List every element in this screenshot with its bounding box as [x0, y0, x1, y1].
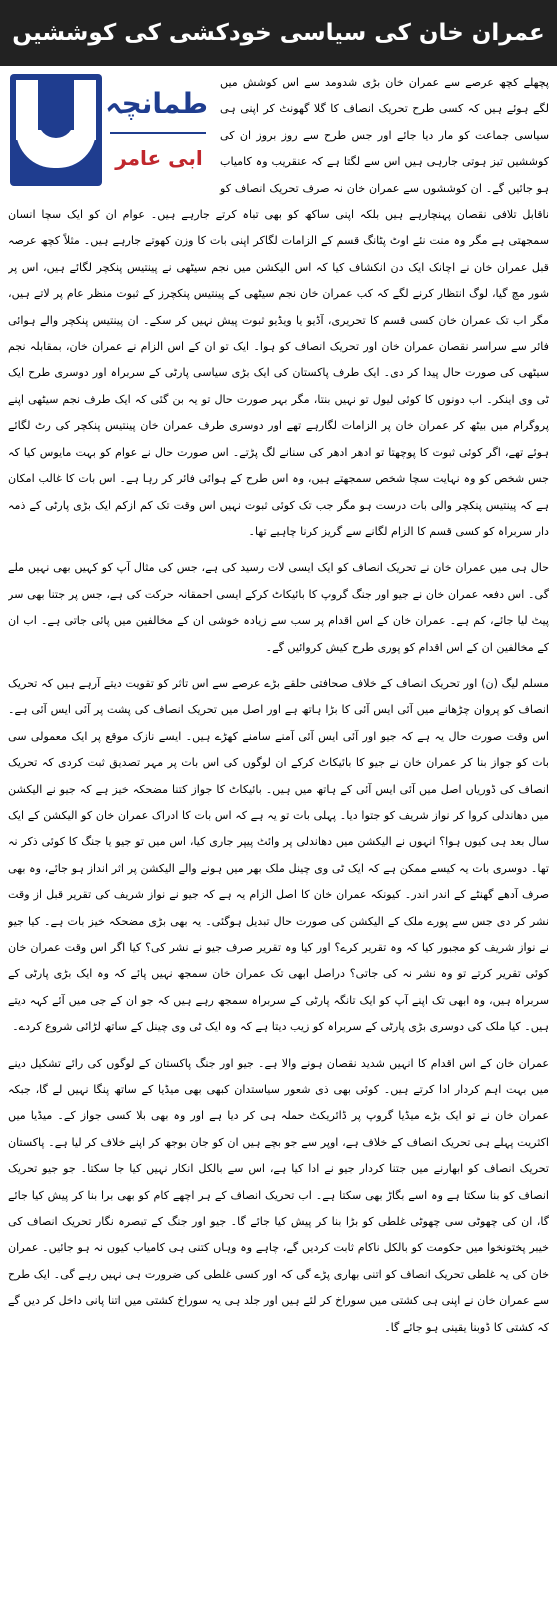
article-paragraph-3: مسلم لیگ (ن) اور تحریک انصاف کے خلاف صحافتی حلقے بڑے عرصے سے اس تاثر کو تقویت دیتے آرہے ہیں کہ تحریک انصاف کو پروان چڑھانے میں آئی ایس آئی کا بڑا ہاتھ ہے اور اصل میں تحریک انصاف کی پشت پر آئی ایس آئی ہے۔ اس وقت صورت حال یہ ہے کہ جیو اور آئی ایس آئی آمنے سامنے کھڑے ہیں۔ ایسے نازک موقع پر ایک معمولی سی بات کو جواز بنا کر عمران خان نے جیو کا بائیکاٹ کرکے ان لوگوں کی اس بات پر مہر تصدیق ثبت کردی کہ تحریک انصاف کی ڈوریاں اصل میں آئی ایس آئی کے ہاتھ میں ہیں۔ بائیکاٹ کا جواز کتنا مضحکہ خیز ہے کہ جیو نے الیکشن میں دھاندلی کروا کر نواز شریف کو جتوا دیا۔ پہلی بات تو یہ ہے کہ اس بات کا ادراک عمران خان کو الیکشن کے ایک سال بعد ہی کیوں ہوا؟ انہوں نے الیکشن میں دھاندلی پر وائٹ پیپر جاری کیا، اس میں تو جیو یا جنگ کا کوئی ذکر نہ تھا۔ دوسری بات یہ کیسے ممکن ہے کہ ایک ٹی وی چینل ملک بھر میں ہونے والے الیکشن پر اثر انداز ہو جائے، وہ بھی صرف آدھے گھنٹے کے اندر اندر۔ کیونکہ عمران خان کا اصل الزام یہ ہے کہ جیو نے نواز شریف کی تقریر قبل از وقت نشر کر دی جس سے پورے ملک کے الیکشن کی صورت حال تبدیل ہوگئی۔ یہ بھی بڑی مضحکہ خیز بات ہے۔ کیا جیو نے نواز شریف کو مجبور کیا کہ وہ تقریر کرے؟ اور کیا وہ تقریر صرف جیو نے نشر کی؟ کیا اگر اس وقت عمران خان کوئی تقریر کرتے تو وہ نشر نہ کی جاتی؟ دراصل ابھی تک عمران خان سمجھ نہیں پائے کہ وہ ایک بڑی پارٹی کے سربراہ ہیں، وہ ابھی تک اپنے آپ کو ایک تانگہ پارٹی کے سربراہ سمجھ رہے ہیں کہ جو ان کے جی میں آئے کہہ دیتے ہیں۔ کیا ملک کی دوسری بڑی پارٹی کے سربراہ کو زیب دیتا ہے کہ وہ ایک ٹی وی چینل کے ساتھ لڑائی شروع کردے۔ [8, 676, 549, 1034]
article-paragraph-4: عمران خان کے اس اقدام کا انہیں شدید نقصان ہونے والا ہے۔ جیو اور جنگ پاکستان کے لوگوں کی رائے تشکیل دینے میں بہت اہم کردار ادا کرتے ہیں۔ کوئی بھی ذی شعور سیاستدان کبھی بھی میڈیا کے ساتھ پنگا نہیں لے گا، جبکہ عمران خان نے تو ایک بڑے میڈیا گروپ پر ڈائریکٹ حملہ ہی کر دیا ہے اور وہ بھی بلا کسی جواز کے۔ میڈیا میں اکثریت پہلے ہی تحریک انصاف کے خلاف ہے، اوپر سے جو بچے ہیں ان کو جان بوجھ کر اپنے خلاف کر لیا ہے۔ پاکستان تحریک انصاف کو ابھارنے میں جتنا کردار جیو نے ادا کیا ہے، اس سے بالکل انکار نہیں کیا جا سکتا۔ جو جیو تحریک انصاف کو بنا سکتا ہے وہ اسے بگاڑ بھی سکتا ہے۔ اب تحریک انصاف کے ہر اچھے کام کو بھی برا بنا کر پیش کیا جائے گا، ان کی چھوٹی سی چھوٹی غلطی کو بڑا بنا کر پیش کیا جائے گا۔ جیو اور جنگ کے تبصرہ نگار تحریک انصاف کی خیبر پختونخوا میں حکومت کو بالکل ناکام ثابت کردیں گے، چاہے وہ وہاں کتنی ہی کامیاب کیوں نہ ہو جائیں۔ عمران خان کی یہ غلطی تحریک انصاف کو اتنی بھاری پڑے گی کہ اور کسی غلطی کی ضرورت ہی نہیں رہے گی۔ ایک طرح سے عمران خان نے اپنی ہی کشتی میں سوراخ کر لئے ہیں اور جلد ہی یہ سوراخ کشتی میں اتنا پانی داخل کر دیں گے کہ کشتی کا ڈوبنا یقینی ہو جائے گا۔ [8, 1056, 549, 1334]
column-logo [10, 74, 210, 186]
column-author: ابی عامر [115, 146, 203, 170]
article-paragraph-1: پچھلے کچھ عرصے سے عمران خان بڑی شدومد سے اس کوشش میں لگے ہوئے ہیں کہ کسی طرح تحریک انصاف کا گلا گھونٹ کر اپنی ہی سیاسی جماعت کو مار دیا جائے اور جس طرح سے روز بروز ان کی کوششیں تیز ہوتی جارہی ہیں اس سے لگتا ہے کہ عنقریب وہ کامیاب ہو جائیں گے۔ ان کوششوں سے عمران خان نہ صرف تحریک انصاف کو ناقابل تلافی نقصان پہنچارہے ہیں بلکہ اپنی ساکھ کو بھی تباہ کرتے جارہے ہیں۔ عوام ان کو ایک سچا انسان سمجھتی ہے مگر وہ منت نئے اوٹ پٹانگ قسم کے الزامات لگاکر اپنی بات کا وزن کھوتے جارہے ہیں۔ مثلاً کچھ عرصہ قبل عمران خان نے اچانک ایک دن انکشاف کیا کہ اس الیکشن میں نجم سیٹھی نے پینتیس پنکچر لگائے ہیں، اس پر شور مچ گیا، لوگ انتظار کرنے لگے کہ کب عمران خان نجم سیٹھی کے پینتیس پنکچرز کے ثبوت منظر عام پر لاتے ہیں، مگر اب تک عمران خان کسی قسم کا تحریری، آڈیو یا ویڈیو ثبوت پیش نہیں کر سکے۔ ان پینتیس پنکچر والے ہوائی فائر سے سراسر نقصان عمران خان اور تحریک انصاف کو ہوا۔ ایک تو ان کے اس الزام نے عمران خان، بمقابلہ نجم سیٹھی کی صورت حال پیدا کر دی۔ ایک طرف پاکستان کی ایک بڑی سیاسی پارٹی کے سربراہ اور دوسری طرح ایک ٹی وی اینکر۔ اب دونوں کا کوئی لیول تو نہیں بنتا، مگر بہر صورت حال تو یہ بن گئی کہ ایک طرف نجم سیٹھی اپنے پروگرام میں بیٹھ کر عمران خان پر الزامات لگارہے تھے اور دوسری طرف عمران خان پینتیس پنکچر کی رٹ لگائے ہوئے تھے، اگر کوئی ثبوت کا پوچھتا تو ادھر ادھر کی سنانے لگ پڑتے۔ اس صورت حال نے عوام کو بہت مایوس کیا کہ جس شخص کو وہ نہایت سچا شخص سمجھتے ہیں، وہ اس طرح کے ہوائی فائر کر رہا ہے۔ اس بات کا غالب امکان ہے کہ پینتیس پنکچر والی بات درست ہو مگر جب تک کوئی ثبوت نہیں اس وقت تک کم ازکم ایک بڑی پارٹی کے ذمہ دار سربراہ کو کسی قسم کا الزام لگانے سے گریز کرنا چاہیے تھا۔ [8, 76, 549, 538]
column-divider [110, 132, 206, 134]
headline-banner [0, 0, 557, 66]
article-body [8, 70, 549, 1596]
article-paragraph-2: حال ہی میں عمران خان نے تحریک انصاف کو ایک ایسی لات رسید کی ہے، جس کی مثال آپ کو کہیں بھی نہیں ملے گی۔ اس دفعہ عمران خان نے جیو اور جنگ گروپ کا بائیکاٹ کرکے ایسی احمقانہ حرکت کی ہے، جس پر جتنا بھی سر پیٹ لیا جائے، کم ہے۔ عمران خان کے اس اقدام پر سب سے زیادہ خوشی ان کے مخالفین میں پائی جاتی ہے۔ اب ان کے مخالفین ان کے اس اقدام کو پوری طرح کیش کروائیں گے۔ [8, 561, 549, 654]
column-name: طمانچہ [105, 87, 208, 120]
column-logo-u-mark [10, 74, 102, 186]
headline-title: عمران خان کی سیاسی خودکشی کی کوششیں [12, 20, 545, 46]
